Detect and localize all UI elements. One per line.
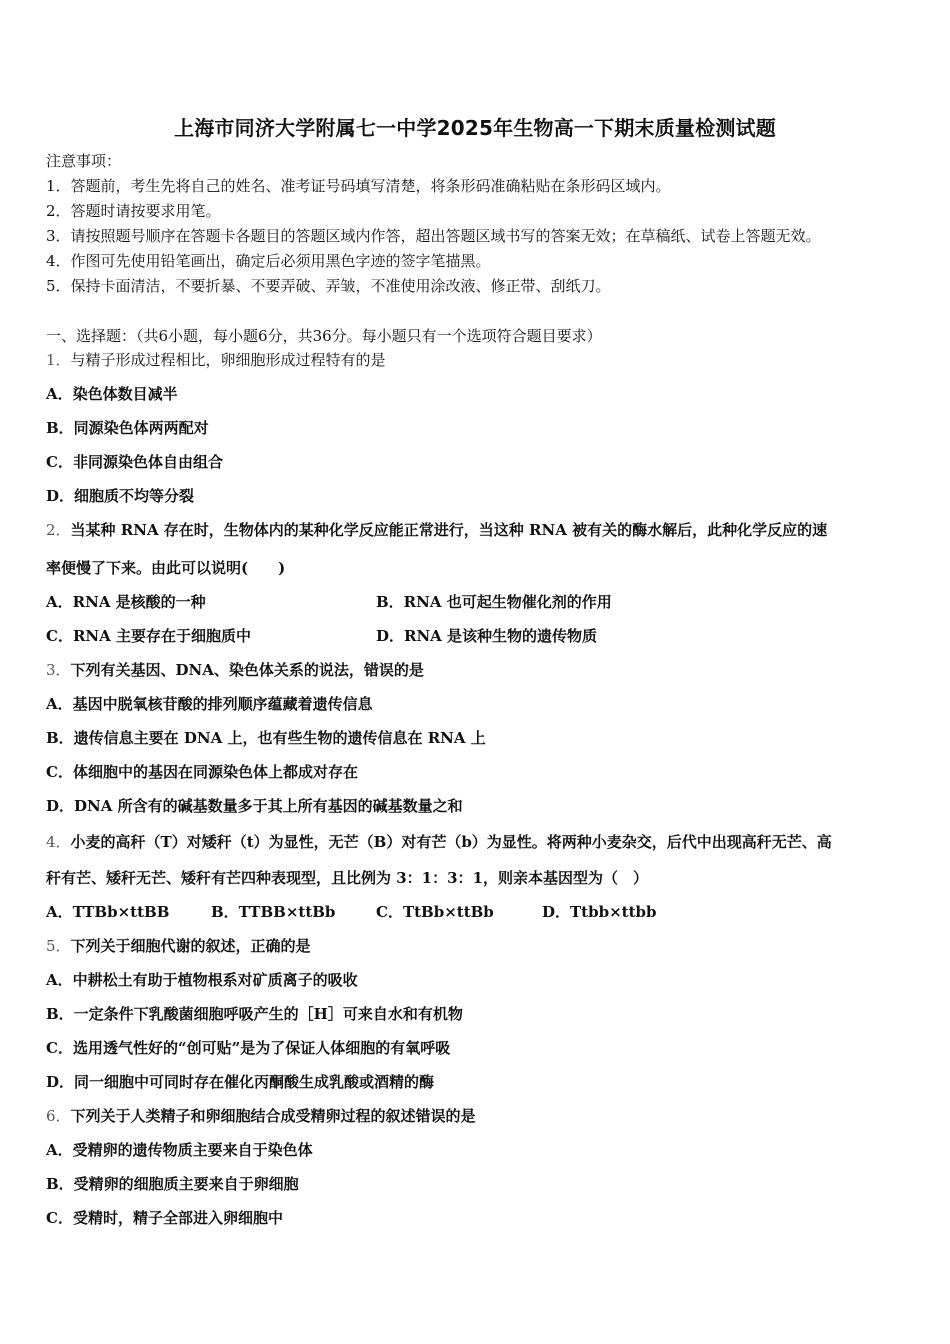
question-text: 下列有关基因、DNA、染色体关系的说法，错误的是 xyxy=(70,661,424,679)
option-item: D．细胞质不均等分裂 xyxy=(46,487,195,505)
option-item: A．TTBb×ttBB xyxy=(46,903,170,921)
option-item: B．受精卵的细胞质主要来自于卵细胞 xyxy=(46,1175,299,1193)
question-stem xyxy=(46,1106,476,1126)
option-item: A．基因中脱氧核苷酸的排列顺序蕴藏着遗传信息 xyxy=(46,695,373,713)
notice-item: 2．答题时请按要求用笔。 xyxy=(46,202,221,220)
option-item: A．RNA 是核酸的一种 xyxy=(46,593,206,611)
question-text: 当某种 RNA 存在时，生物体内的某种化学反应能正常进行，当这种 RNA 被有关的酶水解后，此种化学反应的速 xyxy=(70,521,828,539)
option-item: A．中耕松土有助于植物根系对矿质离子的吸收 xyxy=(46,971,358,989)
question-stem xyxy=(46,350,386,370)
option-row xyxy=(46,626,598,646)
notice-item: 5．保持卡面清洁，不要折暴、不要弄破、弄皱，不准使用涂改液、修正带、刮纸刀。 xyxy=(46,277,611,295)
option-item: B．遗传信息主要在 DNA 上，也有些生物的遗传信息在 RNA 上 xyxy=(46,729,486,747)
option-item: B．同源染色体两两配对 xyxy=(46,419,209,437)
question-number: 5． xyxy=(46,937,71,955)
option-item: D．同一细胞中可同时存在催化丙酮酸生成乳酸或酒精的酶 xyxy=(46,1073,435,1091)
option-item: C．选用透气性好的“创可贴”是为了保证人体细胞的有氧呼吸 xyxy=(46,1039,451,1057)
notice-heading: 注意事项： xyxy=(46,152,122,170)
section-heading: 一、选择题：（共6小题，每小题6分，共36分。每小题只有一个选项符合题目要求） xyxy=(46,327,602,345)
option-item: B．TTBB×ttBb xyxy=(211,903,336,921)
option-row xyxy=(46,592,612,612)
notice-item: 4．作图可先使用铅笔画出，确定后必须用黑色字迹的签字笔描黑。 xyxy=(46,252,491,270)
question-number: 3． xyxy=(46,661,71,679)
option-item: B．RNA 也可起生物催化剂的作用 xyxy=(376,593,612,611)
option-item: C．TtBb×ttBb xyxy=(376,903,494,921)
question-text: 与精子形成过程相比，卵细胞形成过程特有的是 xyxy=(70,351,386,369)
question-text-continued: 秆有芒、矮秆无芒、矮秆有芒四种表现型，且比例为 3：1：3：1，则亲本基因型为（ ） xyxy=(46,869,648,887)
page-title: 上海市同济大学附属七一中学2025年生物高一下期末质量检测试题 xyxy=(174,116,776,140)
question-stem xyxy=(46,660,424,680)
option-item: C．体细胞中的基因在同源染色体上都成对存在 xyxy=(46,763,358,781)
notice-item: 1．答题前，考生先将自己的姓名、准考证号码填写清楚，将条形码准确粘贴在条形码区域内。 xyxy=(46,177,671,195)
option-item: D．Ttbb×ttbb xyxy=(542,903,657,921)
option-item: D．RNA 是该种生物的遗传物质 xyxy=(376,627,598,645)
question-text-continued: 率便慢了下来。由此可以说明( ) xyxy=(46,559,286,577)
option-item: C．受精时，精子全部进入卵细胞中 xyxy=(46,1209,283,1227)
option-item: A．受精卵的遗传物质主要来自于染色体 xyxy=(46,1141,313,1159)
question-number: 2． xyxy=(46,521,71,539)
option-item: A．染色体数目减半 xyxy=(46,385,178,403)
question-number: 1． xyxy=(46,351,71,369)
question-stem xyxy=(46,520,827,540)
notice-item: 3．请按照题号顺序在答题卡各题目的答题区域内作答，超出答题区域书写的答案无效；在草稿纸、试卷上答题无效。 xyxy=(46,227,821,245)
question-text: 下列关于人类精子和卵细胞结合成受精卵过程的叙述错误的是 xyxy=(70,1107,476,1125)
option-item: D．DNA 所含有的碱基数量多于其上所有基因的碱基数量之和 xyxy=(46,797,463,815)
option-item: C．RNA 主要存在于细胞质中 xyxy=(46,627,251,645)
question-text: 下列关于细胞代谢的叙述，正确的是 xyxy=(70,937,311,955)
question-number: 6． xyxy=(46,1107,71,1125)
question-number: 4． xyxy=(46,833,71,851)
question-stem xyxy=(46,936,311,956)
option-item: B．一定条件下乳酸菌细胞呼吸产生的［H］可来自水和有机物 xyxy=(46,1005,463,1023)
question-stem xyxy=(46,832,832,852)
question-text: 小麦的高秆（T）对矮秆（t）为显性，无芒（B）对有芒（b）为显性。将两种小麦杂交，后代中出现高秆无芒、高 xyxy=(70,833,832,851)
option-item: C．非同源染色体自由组合 xyxy=(46,453,223,471)
